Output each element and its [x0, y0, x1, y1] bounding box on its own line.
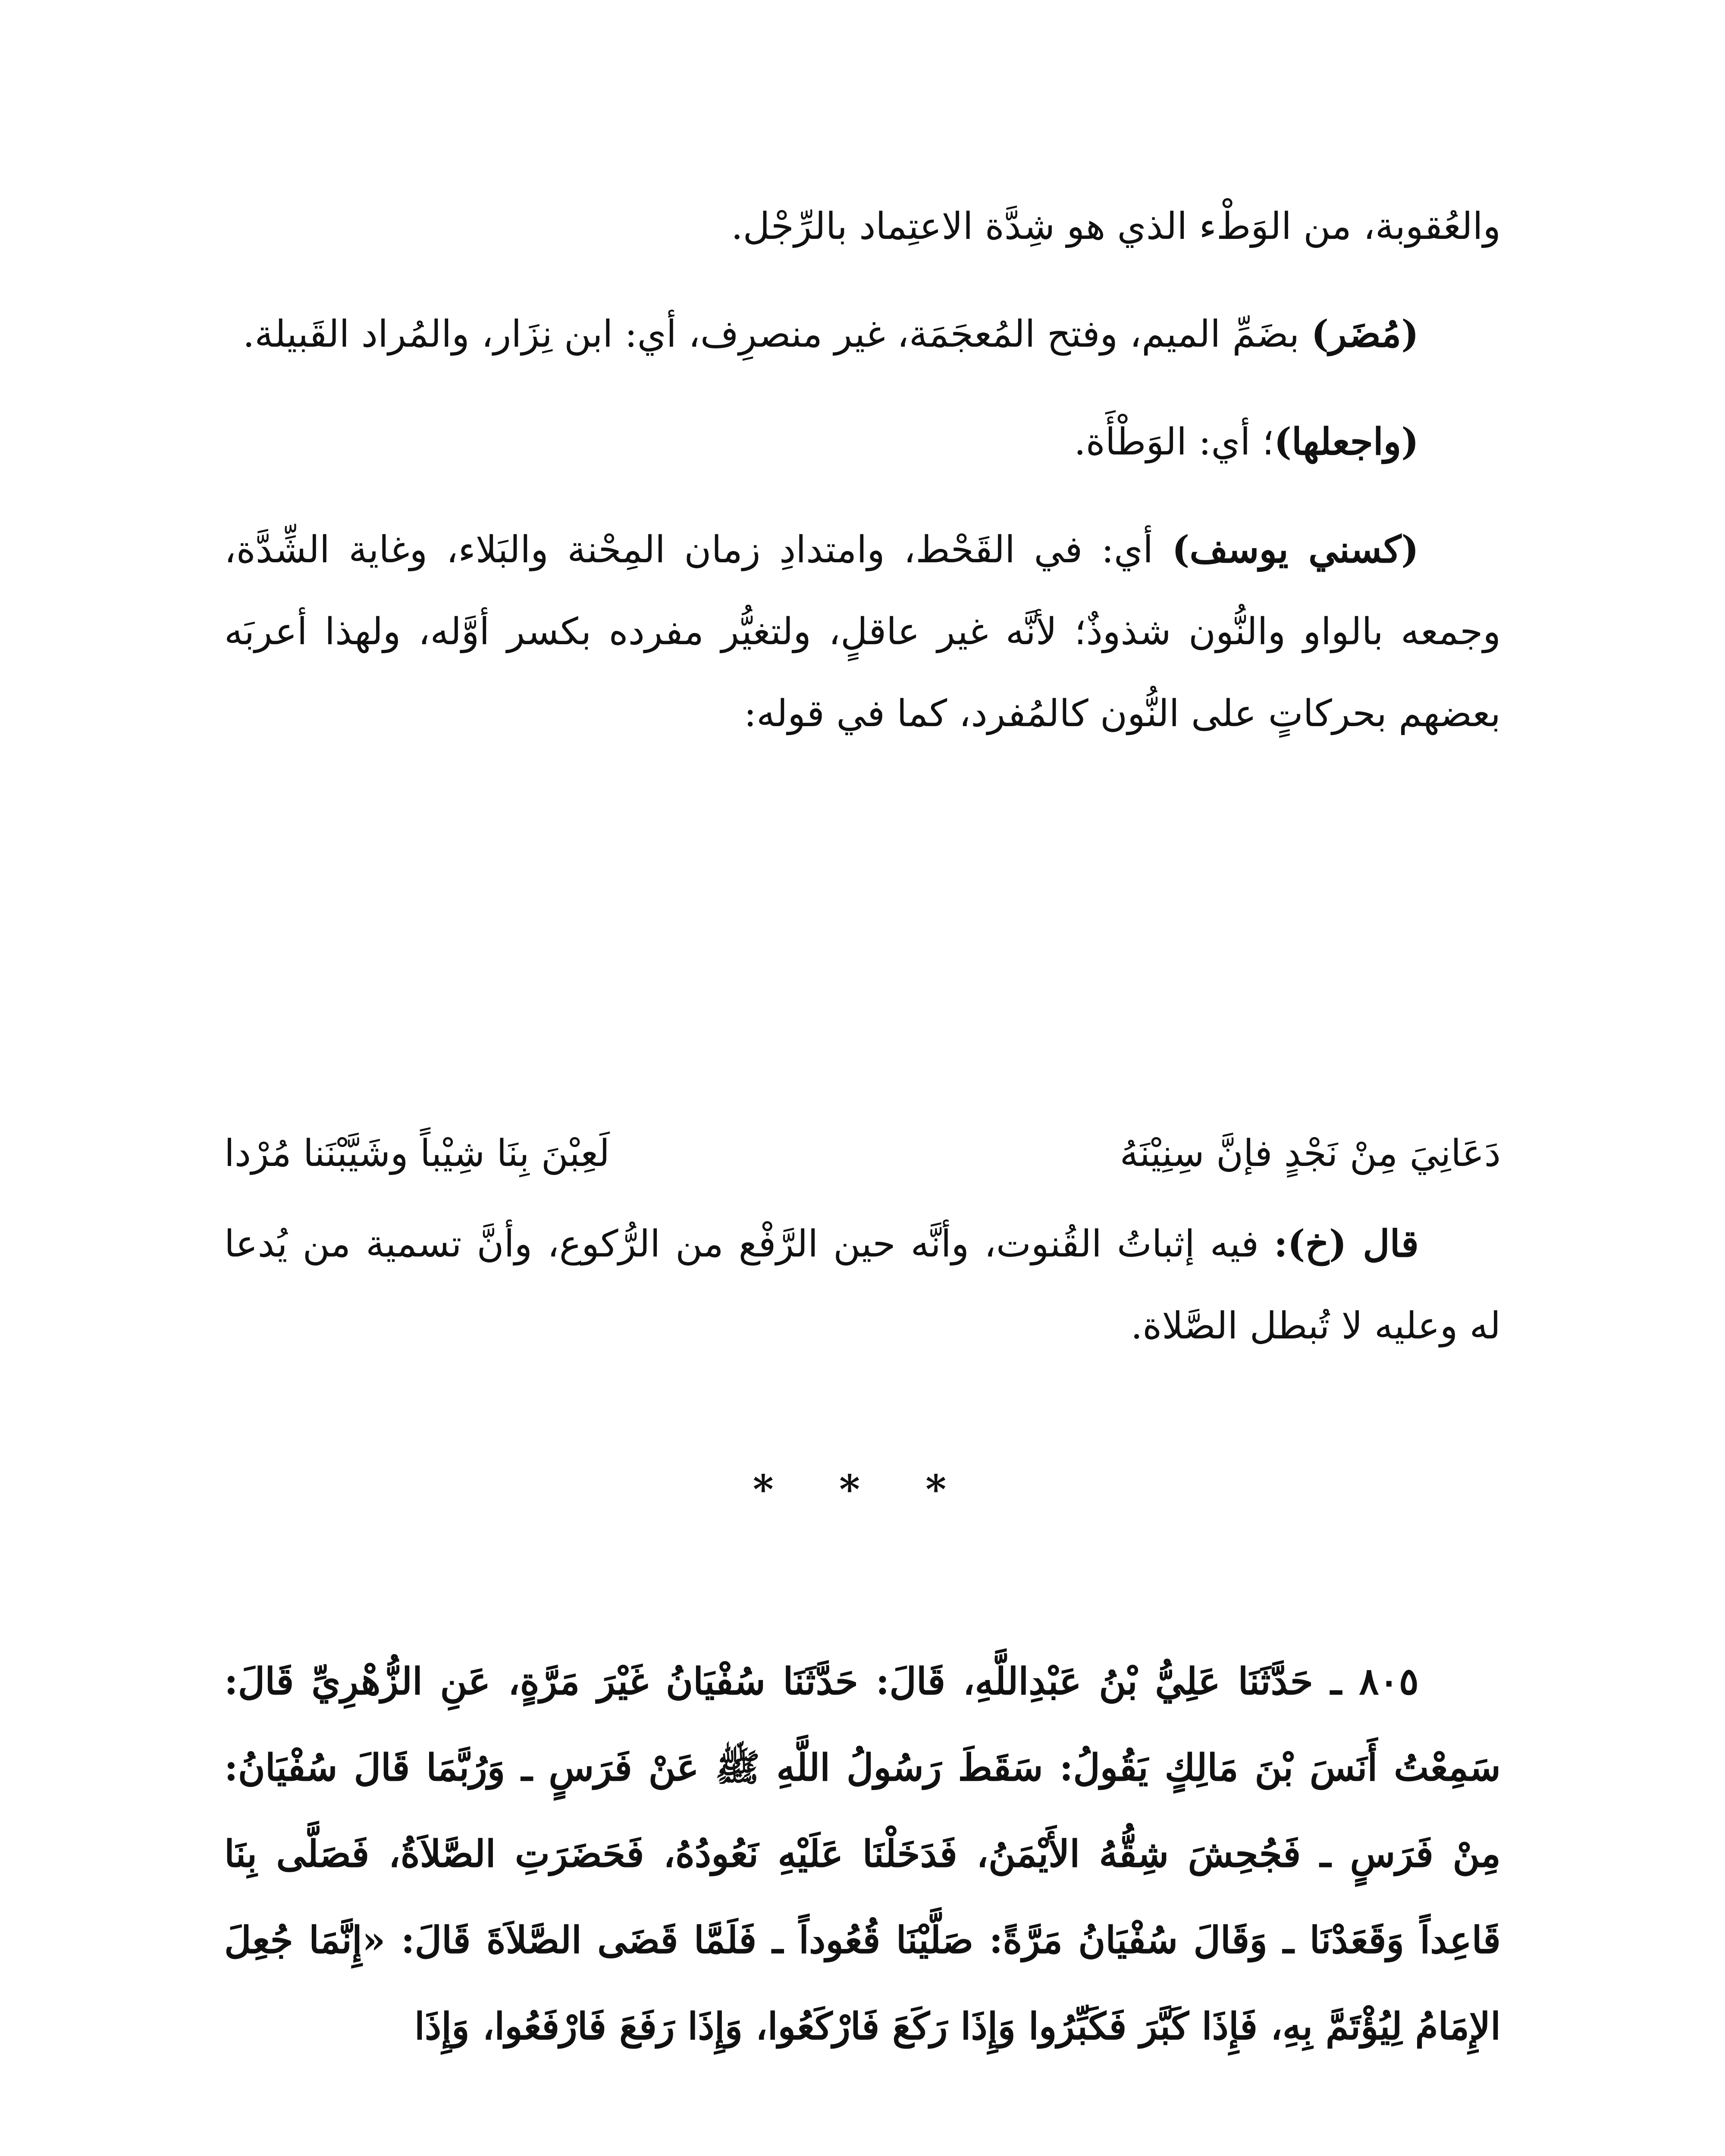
qal-block: [224, 1203, 1501, 1367]
commentary-text: أي: في القَحْط، وامتدادِ زمان المِحْنة والبَلاء، وغاية الشِّدَّة، وجمعه بالواو والنُّون شذوذٌ؛ لأنَّه غير عاقلٍ، ولتغيُّر مفرده بكسر أوَّله، ولهذا أعربَه بعضهم بحركاتٍ على النُّون كالمُفرد، كما في قوله:: [224, 528, 1501, 735]
commentary-text: بضَمِّ الميم، وفتح المُعجَمَة، غير منصرِف، أي: ابن نِزَار، والمُراد القَبيلة.: [243, 313, 1311, 356]
commentary-term: (كسني يوسف): [1172, 528, 1419, 571]
verse-hemistich-second: لَعِبْنَ بِنَا شِيْباً وشَيَّبْنَنا مُرْدا: [224, 1132, 610, 1175]
verse-hemistich-first: دَعَانِيَ مِنْ نَجْدٍ فإنَّ سِنِيْنَهُ: [1120, 1132, 1501, 1175]
qal-term: قال (خ):: [1273, 1222, 1419, 1266]
commentary-text: ؛ أي: الوَطْأَة.: [1074, 420, 1274, 464]
poetry-verse: [224, 1112, 1501, 1194]
commentary-paragraph-3: [224, 401, 1501, 483]
commentary-paragraph-2: [224, 293, 1501, 375]
qal-text: فيه إثباتُ القُنوت، وأنَّه حين الرَّفْع من الرُّكوع، وأنَّ تسمية من يُدعا له وعليه لا تُبطل الصَّلاة.: [224, 1222, 1501, 1348]
section-divider: * * *: [753, 1466, 972, 1513]
commentary-term: (مُضَر): [1311, 312, 1419, 356]
hadith-block: [224, 1639, 1501, 2070]
hadith-paragraph: ٨٠٥ ـ حَدَّثَنَا عَلِيُّ بْنُ عَبْدِاللَّهِ، قَالَ: حَدَّثَنَا سُفْيَانُ غَيْرَ مَرَّةٍ، عَنِ الزُّهْرِيِّ قَالَ: سَمِعْتُ أَنَسَ بْنَ مَالِكٍ يَقُولُ: سَقَطَ رَسُولُ اللَّهِ ﷺ عَنْ فَرَسٍ ـ وَرُبَّمَا قَالَ سُفْيَانُ: مِنْ فَرَسٍ ـ فَجُحِشَ شِقُّهُ الأَيْمَنُ، فَدَخَلْنَا عَلَيْهِ نَعُودُهُ، فَحَضَرَتِ الصَّلاَةُ، فَصَلَّى بِنَا قَاعِداً وَقَعَدْنَا ـ وَقَالَ سُفْيَانُ مَرَّةً: صَلَّيْنَا قُعُوداً ـ فَلَمَّا قَضَى الصَّلاَةَ قَالَ: «إِنَّمَا جُعِلَ الإِمَامُ لِيُؤْتَمَّ بِهِ، فَإِذَا كَبَّرَ فَكَبِّرُوا وَإِذَا رَكَعَ فَارْكَعُوا، وَإِذَا رَفَعَ فَارْفَعُوا، وَإِذَا: [224, 1660, 1501, 2048]
qal-paragraph: [224, 1203, 1501, 1367]
commentary-paragraph-1: والعُقوبة، من الوَطْء الذي هو شِدَّة الاعتِماد بالرِّجْل.: [731, 205, 1501, 248]
commentary-paragraph-4: [224, 509, 1501, 755]
commentary-block: [224, 185, 1501, 755]
commentary-term: (واجعلها): [1274, 420, 1419, 464]
